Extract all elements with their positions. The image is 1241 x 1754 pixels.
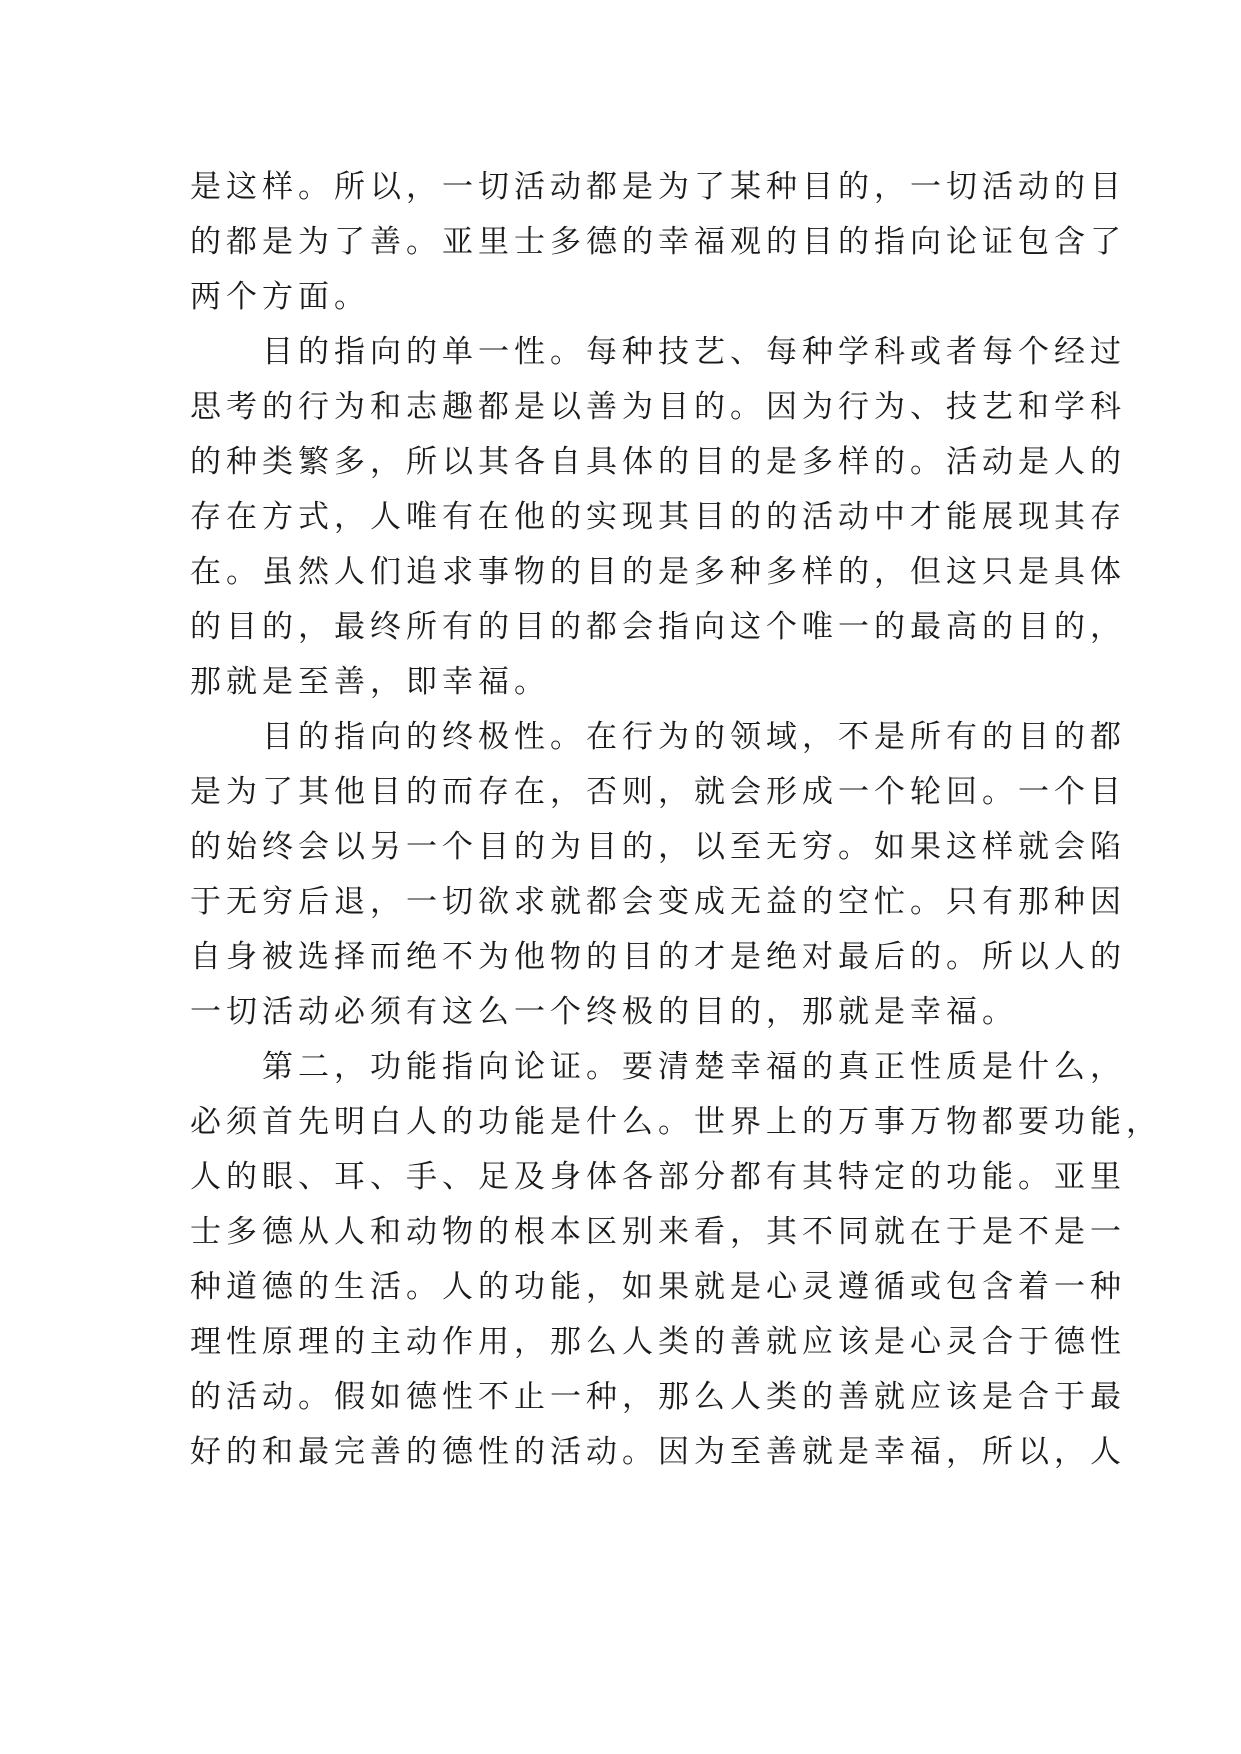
- text-line: 的目的，最终所有的目的都会指向这个唯一的最高的目的，: [190, 609, 1126, 645]
- text-line: 于无穷后退，一切欲求就都会变成无益的空忙。只有那种因: [190, 884, 1126, 920]
- text-line: 好的和最完善的德性的活动。因为至善就是幸福，所以，人: [190, 1434, 1126, 1470]
- text-line: 必须首先明白人的功能是什么。世界上的万事万物都要功能，: [190, 1104, 1162, 1140]
- text-line: 理性原理的主动作用，那么人类的善就应该是心灵合于德性: [190, 1324, 1126, 1360]
- text-line: 是这样。所以，一切活动都是为了某种目的，一切活动的目: [190, 169, 1126, 205]
- text-line: 种道德的生活。人的功能，如果就是心灵遵循或包含着一种: [190, 1269, 1126, 1305]
- text-line: 是为了其他目的而存在，否则，就会形成一个轮回。一个目: [190, 774, 1126, 810]
- text-line: 在。虽然人们追求事物的目的是多种多样的，但这只是具体: [190, 554, 1126, 590]
- text-line: 目的指向的单一性。每种技艺、每种学科或者每个经过: [190, 334, 1126, 370]
- text-line: 的始终会以另一个目的为目的，以至无穷。如果这样就会陷: [190, 829, 1126, 865]
- text-line: 士多德从人和动物的根本区别来看，其不同就在于是不是一: [190, 1214, 1126, 1250]
- text-line: 第二，功能指向论证。要清楚幸福的真正性质是什么，: [190, 1049, 1126, 1085]
- text-line: 两个方面。: [190, 279, 370, 315]
- text-line: 人的眼、耳、手、足及身体各部分都有其特定的功能。亚里: [190, 1159, 1126, 1195]
- text-line: 那就是至善，即幸福。: [190, 664, 550, 700]
- text-line: 目的指向的终极性。在行为的领域，不是所有的目的都: [190, 719, 1126, 755]
- text-line: 自身被选择而绝不为他物的目的才是绝对最后的。所以人的: [190, 939, 1126, 975]
- text-line: 的都是为了善。亚里士多德的幸福观的目的指向论证包含了: [190, 224, 1126, 260]
- body-text: [190, 160, 1162, 1480]
- text-line: 一切活动必须有这么一个终极的目的，那就是幸福。: [190, 994, 1018, 1030]
- text-line: 存在方式，人唯有在他的实现其目的的活动中才能展现其存: [190, 499, 1126, 535]
- text-line: 思考的行为和志趣都是以善为目的。因为行为、技艺和学科: [190, 389, 1126, 425]
- text-line: 的活动。假如德性不止一种，那么人类的善就应该是合于最: [190, 1379, 1126, 1415]
- text-line: 的种类繁多，所以其各自具体的目的是多样的。活动是人的: [190, 444, 1126, 480]
